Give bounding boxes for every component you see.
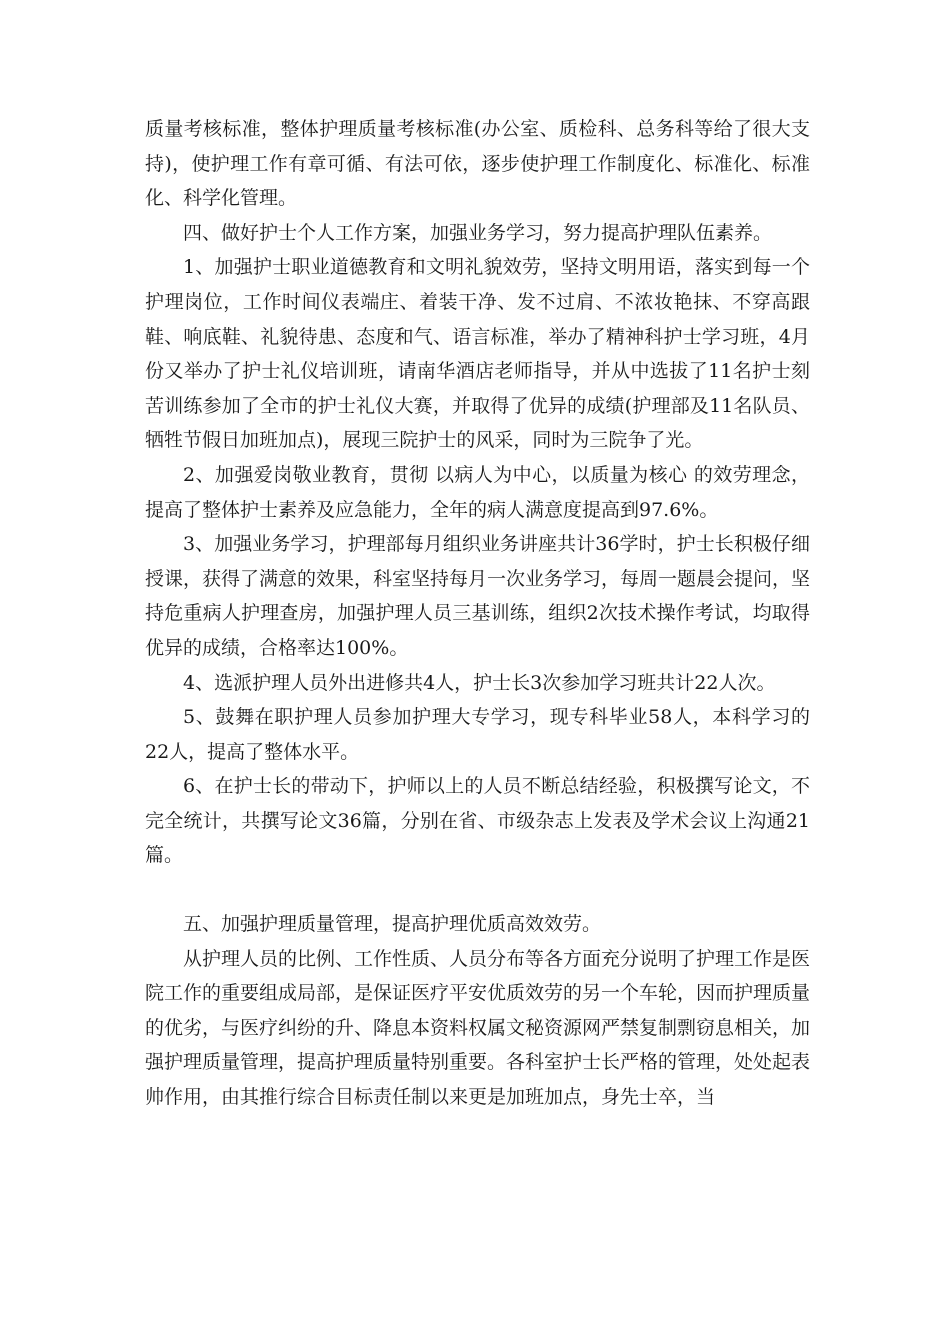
paragraph-quality-management: 从护理人员的比例、工作性质、人员分布等各方面充分说明了护理工作是医院工作的重要组成局部，是保证医疗平安优质效劳的另一个车轮，因而护理质量的优劣，与医疗纠纷的升、降息本资料权属文秘资源网严禁复制剽窃息相关，加强护理质量管理，提高护理质量特别重要。各科室护士长严格的管理，处处起表帅作用，由其推行综合目标责任制以来更是加班加点，身先士卒，当 [145, 947, 811, 1109]
heading-section-four: 四、做好护士个人工作方案，加强业务学习，努力提高护理队伍素养。 [183, 221, 773, 244]
paragraph-item-1: 1、加强护士职业道德教育和文明礼貌效劳，坚持文明用语，落实到每一个护理岗位，工作时间仪表端庄、着装干净、发不过肩、不浓妆艳抹、不穿高跟鞋、响底鞋、礼貌待患、态度和气、语言标准，举办了精神科护士学习班，4月份又举办了护士礼仪培训班，请南华酒店老师指导，并从中选拔了11名护士刻苦训练参加了全市的护士礼仪大赛，并取得了优异的成绩(护理部及11名队员、牺牲节假日加班加点)，展现三院护士的风采，同时为三院争了光。 [145, 256, 810, 452]
paragraph-item-5: 5、鼓舞在职护理人员参加护理大专学习，现专科毕业58人，本科学习的22人，提高了整体水平。 [145, 706, 810, 763]
heading-section-five: 五、加强护理质量管理，提高护理优质高效效劳。 [183, 913, 602, 936]
paragraph-item-3: 3、加强业务学习，护理部每月组织业务讲座共计36学时，护士长积极仔细授课，获得了满意的效果，科室坚持每月一次业务学习，每周一题晨会提问，坚持危重病人护理查房，加强护理人员三基训练，组织2次技术操作考试，均取得优异的成绩，合格率达100%。 [145, 533, 811, 659]
paragraph-quality-standards: 质量考核标准，整体护理质量考核标准(办公室、质检科、总务科等给了很大支持)，使护理工作有章可循、有法可依，逐步使护理工作制度化、标准化、标准化、科学化管理。 [145, 118, 810, 210]
paragraph-item-2: 2、加强爱岗敬业教育，贯彻 以病人为中心，以质量为核心 的效劳理念，提高了整体护士素养及应急能力，全年的病人满意度提高到97.6%。 [145, 463, 810, 521]
paragraph-item-6: 6、在护士长的带动下，护师以上的人员不断总结经验，积极撰写论文，不完全统计，共撰写论文36篇，分别在省、市级杂志上发表及学术会议上沟通21篇。 [145, 775, 810, 867]
document-body [145, 112, 810, 1115]
paragraph-item-4: 4、选派护理人员外出进修共4人，护士长3次参加学习班共计22人次。 [183, 671, 776, 694]
